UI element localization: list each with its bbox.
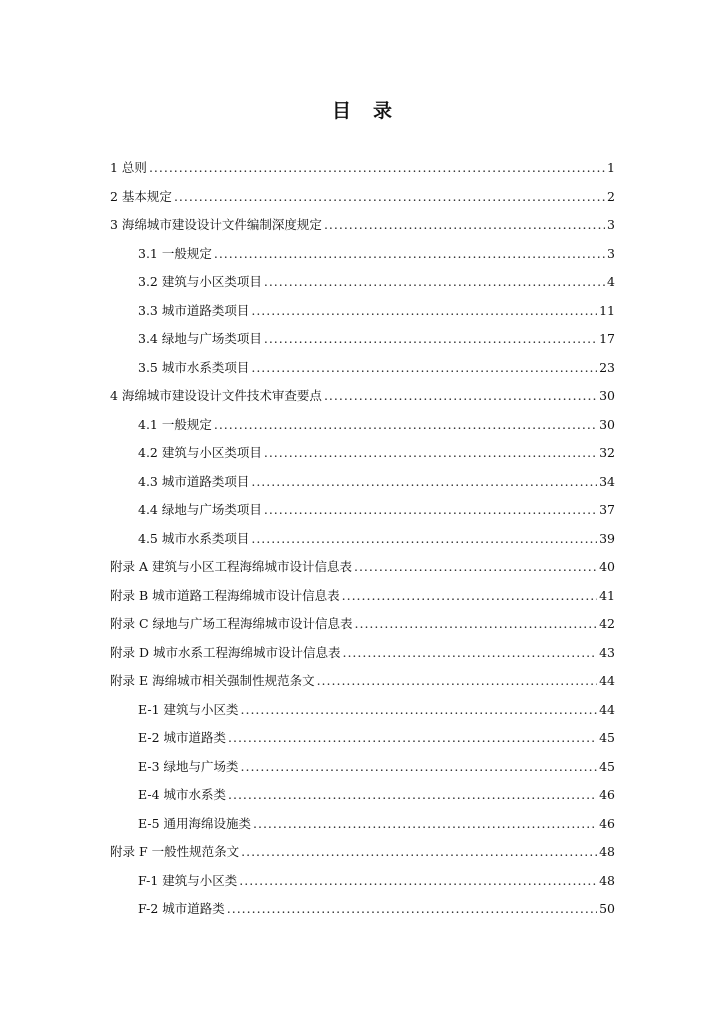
toc-entry[interactable] — [110, 753, 615, 782]
page-title-char-1: 目 — [331, 100, 351, 122]
toc-entry-label: 4.1 一般规定 — [138, 416, 212, 432]
toc-entry-page-number: 3 — [607, 217, 615, 232]
toc-entry-label: 4.4 绿地与广场类项目 — [138, 502, 262, 517]
toc-entry-page-number: 45 — [599, 758, 615, 774]
toc-dot-leader — [227, 895, 597, 924]
toc-entry-label: 4 海绵城市建设设计文件技术审查要点 — [110, 388, 322, 403]
toc-entry-page-number: 44 — [599, 701, 615, 717]
toc-entry[interactable] — [110, 667, 615, 696]
toc-entry-page-number: 46 — [599, 787, 615, 802]
toc-entry[interactable] — [110, 895, 615, 924]
toc-entry[interactable] — [110, 268, 615, 297]
toc-dot-leader — [214, 411, 597, 440]
toc-entry-page-number: 37 — [599, 502, 615, 517]
toc-entry[interactable] — [110, 439, 615, 468]
toc-entry-page-number: 30 — [599, 416, 615, 432]
toc-entry[interactable] — [110, 838, 615, 867]
toc-entry-page-number: 40 — [599, 559, 615, 574]
toc-entry[interactable] — [110, 867, 615, 896]
toc-dot-leader — [324, 382, 597, 411]
toc-entry[interactable] — [110, 781, 615, 810]
toc-entry-label: 4.3 城市道路类项目 — [138, 473, 250, 489]
toc-dot-leader — [251, 297, 597, 326]
toc-dot-leader — [241, 753, 598, 782]
toc-entry-label: E-1 建筑与小区类 — [138, 701, 239, 717]
toc-entry[interactable] — [110, 154, 615, 183]
toc-entry[interactable] — [110, 610, 615, 639]
toc-entry-page-number: 2 — [607, 188, 615, 204]
page-title — [0, 96, 724, 123]
toc-entry-label: 3.5 城市水系类项目 — [138, 359, 250, 375]
toc-entry-page-number: 4 — [607, 274, 615, 289]
toc-entry-page-number: 48 — [599, 872, 615, 888]
toc-entry-label: 3.2 建筑与小区类项目 — [138, 274, 262, 289]
toc-dot-leader — [241, 696, 598, 725]
toc-dot-leader — [264, 439, 597, 468]
toc-entry-label: 2 基本规定 — [110, 188, 172, 204]
toc-dot-leader — [355, 610, 598, 639]
toc-dot-leader — [228, 724, 597, 753]
toc-entry[interactable] — [110, 496, 615, 525]
toc-entry-label: E-5 通用海绵设施类 — [138, 815, 252, 831]
toc-entry[interactable] — [110, 696, 615, 725]
toc-entry-label: 附录 A 建筑与小区工程海绵城市设计信息表 — [110, 559, 352, 574]
toc-entry[interactable] — [110, 240, 615, 269]
toc-entry-page-number: 43 — [599, 644, 615, 660]
toc-entry[interactable] — [110, 211, 615, 240]
toc-entry-label: 附录 C 绿地与广场工程海绵城市设计信息表 — [110, 616, 353, 631]
toc-dot-leader — [251, 468, 597, 497]
toc-dot-leader — [317, 667, 598, 696]
toc-entry-page-number: 48 — [599, 844, 615, 859]
toc-entry-page-number: 46 — [599, 815, 615, 831]
toc-entry[interactable] — [110, 724, 615, 753]
toc-dot-leader — [264, 325, 597, 354]
toc-dot-leader — [354, 553, 597, 582]
toc-entry-label: 附录 E 海绵城市相关强制性规范条文 — [110, 673, 315, 688]
toc-dot-leader — [251, 525, 597, 554]
toc-dot-leader — [251, 354, 597, 383]
toc-dot-leader — [214, 240, 605, 269]
toc-entry-page-number: 17 — [599, 331, 615, 346]
toc-entry-page-number: 34 — [599, 473, 615, 489]
toc-dot-leader — [239, 867, 597, 896]
toc-entry[interactable] — [110, 382, 615, 411]
toc-entry[interactable] — [110, 582, 615, 611]
toc-entry-page-number: 41 — [599, 587, 615, 603]
toc-entry-page-number: 1 — [607, 160, 615, 175]
toc-entry-page-number: 45 — [599, 730, 615, 745]
toc-entry-label: 3.1 一般规定 — [138, 245, 212, 261]
toc-entry-label: 1 总则 — [110, 160, 147, 175]
toc-dot-leader — [253, 810, 597, 839]
toc-entry[interactable] — [110, 183, 615, 212]
toc-dot-leader — [228, 781, 597, 810]
toc-entry[interactable] — [110, 810, 615, 839]
toc-entry-label: 3.3 城市道路类项目 — [138, 302, 250, 318]
toc-entry-page-number: 11 — [599, 302, 615, 318]
toc-entry-label: E-3 绿地与广场类 — [138, 758, 239, 774]
toc-entry-label: 3.4 绿地与广场类项目 — [138, 331, 262, 346]
toc-entry[interactable] — [110, 639, 615, 668]
toc-dot-leader — [342, 582, 597, 611]
toc-entry-page-number: 3 — [607, 245, 615, 261]
toc-entry[interactable] — [110, 553, 615, 582]
toc-dot-leader — [324, 211, 605, 240]
toc-entry-page-number: 39 — [599, 530, 615, 546]
toc-dot-leader — [174, 183, 605, 212]
toc-entry[interactable] — [110, 354, 615, 383]
toc-entry-page-number: 50 — [599, 901, 615, 916]
toc-entry-label: F-1 建筑与小区类 — [138, 872, 238, 888]
toc-entry[interactable] — [110, 297, 615, 326]
toc-entry-page-number: 23 — [599, 359, 615, 375]
toc-entry-label: 附录 F 一般性规范条文 — [110, 844, 240, 859]
toc-entry-label: 4.5 城市水系类项目 — [138, 530, 250, 546]
toc-entry-label: 3 海绵城市建设设计文件编制深度规定 — [110, 217, 322, 232]
page-title-char-2: 录 — [373, 100, 393, 122]
toc-entry[interactable] — [110, 468, 615, 497]
toc-entry-label: 4.2 建筑与小区类项目 — [138, 445, 262, 460]
toc-entry-label: F-2 城市道路类 — [138, 901, 225, 916]
toc-dot-leader — [241, 838, 597, 867]
toc-entry[interactable] — [110, 525, 615, 554]
toc-entry-page-number: 32 — [599, 445, 615, 460]
toc-entry-page-number: 30 — [599, 388, 615, 403]
toc-entry-label: E-4 城市水系类 — [138, 787, 227, 802]
toc-entry[interactable] — [110, 325, 615, 354]
toc-entry-label: 附录 D 城市水系工程海绵城市设计信息表 — [110, 644, 341, 660]
toc-entry-page-number: 42 — [599, 616, 615, 631]
toc-dot-leader — [342, 639, 597, 668]
toc-dot-leader — [264, 268, 605, 297]
table-of-contents — [110, 154, 615, 924]
toc-dot-leader — [264, 496, 597, 525]
toc-entry-label: E-2 城市道路类 — [138, 730, 227, 745]
toc-dot-leader — [149, 154, 605, 183]
toc-entry-label: 附录 B 城市道路工程海绵城市设计信息表 — [110, 587, 340, 603]
toc-entry-page-number: 44 — [599, 673, 615, 688]
toc-entry[interactable] — [110, 411, 615, 440]
